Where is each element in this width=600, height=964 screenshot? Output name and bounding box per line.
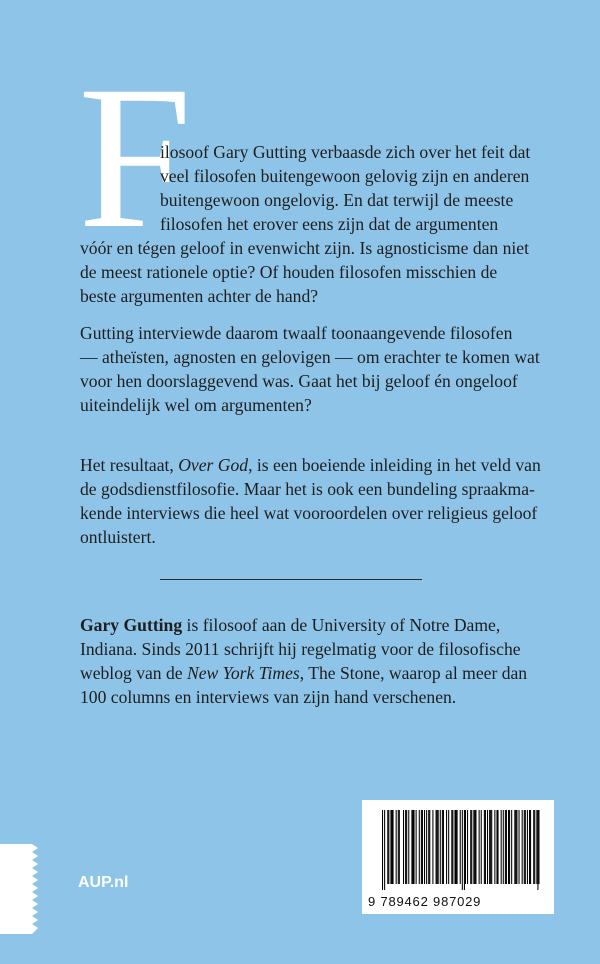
barcode-bar [412, 810, 413, 884]
barcode-bar [484, 810, 485, 884]
blurb-line: ontluistert. [80, 527, 156, 547]
barcode-bar [462, 810, 463, 890]
barcode-bar [436, 810, 437, 884]
barcode-bar [471, 810, 472, 884]
barcode-bar [538, 810, 539, 884]
blurb-text: Het resultaat, [80, 455, 179, 475]
barcode-bar [426, 810, 427, 884]
barcode-bar [514, 810, 515, 884]
barcode-bar [442, 810, 443, 884]
barcode-bar [396, 810, 397, 884]
barcode-bar [515, 810, 516, 884]
barcode-bar [398, 810, 399, 884]
barcode-bar [452, 810, 453, 884]
bio-line [80, 613, 535, 637]
author-bio [80, 613, 535, 709]
barcode-bar [522, 810, 523, 884]
bio-text: is filosoof aan de University of Notre Dame, [182, 615, 501, 635]
barcode-bar [393, 810, 394, 884]
barcode-bar [516, 810, 517, 884]
publisher-logo: AUP.nl [78, 874, 129, 891]
barcode-bar [536, 810, 537, 884]
barcode-bar [448, 810, 449, 884]
barcode-bar [388, 810, 389, 884]
blurb-line: beste argumenten achter de hand? [80, 286, 319, 306]
bio-line [80, 661, 535, 685]
barcode-bar [479, 810, 480, 884]
barcode-bar [470, 810, 471, 884]
blurb-line: filosofen het erover eens zijn dat de argumenten [160, 214, 499, 234]
barcode-bar [440, 810, 441, 884]
blurb-line: kende interviews die heel wat vooroordelen over religieus geloof [80, 503, 538, 523]
blurb-line: uiteindelijk wel om argumenten? [80, 395, 312, 415]
blurb-line: buitengewoon ongelovig. En dat terwijl de meeste [160, 190, 514, 210]
barcode-bar [411, 810, 412, 884]
publisher-edge-mark [0, 844, 44, 934]
blurb-line: veel filosofen buitengewoon gelovig zijn en anderen [160, 166, 530, 186]
barcode-bar [438, 810, 439, 884]
barcode-bar [408, 810, 409, 884]
barcode-bar [530, 810, 531, 884]
blurb-line [80, 453, 541, 477]
barcode-bar [489, 810, 490, 884]
barcode-bar [529, 810, 530, 884]
barcode-bar [446, 810, 447, 884]
barcode-bar [384, 810, 385, 890]
barcode-bar [534, 810, 535, 884]
barcode-bar [428, 810, 429, 884]
barcode-bar [391, 810, 392, 884]
barcode-bar [465, 810, 466, 884]
barcode-bar [399, 810, 400, 884]
barcode-bar [511, 810, 512, 884]
blurb-line: de godsdienstfilosofie. Maar het is ook een bundeling spraakma- [80, 479, 535, 499]
drop-cap-letter: F [78, 44, 193, 271]
barcode-bar [519, 810, 520, 884]
author-name: Gary Gutting [80, 615, 183, 635]
book-title: Over God [178, 455, 249, 475]
blurb-line: vóór en tégen geloof in evenwicht zijn. Is agnosticisme dan niet [80, 238, 530, 258]
blurb-paragraph-1 [80, 140, 535, 308]
barcode-bar [494, 810, 495, 884]
blurb-line: — atheïsten, agnosten en gelovigen — om erachter te komen wat [80, 347, 540, 367]
blurb-line: de meest rationele optie? Of houden filosofen misschien de [80, 262, 498, 282]
barcode-bar [473, 810, 474, 884]
barcode-bar [508, 810, 509, 884]
barcode-bar [490, 810, 491, 884]
barcode-bar [474, 810, 475, 884]
barcode-bar [405, 810, 406, 884]
barcode-bar [487, 810, 488, 884]
barcode-bar [424, 810, 425, 884]
blurb-paragraph-3 [80, 453, 541, 549]
barcode-bars [382, 810, 544, 890]
barcode-bar [414, 810, 415, 884]
barcode-bar [437, 810, 438, 884]
barcode-bar [498, 810, 499, 884]
barcode-bar [443, 810, 444, 884]
barcode-bar [416, 810, 417, 884]
barcode-bar [467, 810, 468, 884]
barcode-bar [481, 810, 482, 884]
barcode-bar [525, 810, 526, 884]
barcode-bar [509, 810, 510, 884]
section-divider [160, 579, 422, 580]
barcode-bar [524, 810, 525, 884]
publication-name: New York Times [187, 663, 300, 683]
bio-line: 100 columns en interviews van zijn hand verschenen. [80, 687, 457, 707]
barcode-bar [432, 810, 433, 884]
barcode-bar [456, 810, 457, 884]
barcode-bar [390, 810, 391, 884]
barcode-bar [501, 810, 502, 884]
barcode-bar [503, 810, 504, 884]
barcode-bar [475, 810, 476, 884]
bio-line: Indiana. Sinds 2011 schrijft hij regelmatig voor de filosofische [80, 639, 521, 659]
barcode-bar [527, 810, 528, 884]
barcode-bar [496, 810, 497, 884]
barcode-bar [537, 810, 538, 890]
bio-text: weblog van de [80, 663, 187, 683]
isbn-number: 9 789462 987029 [368, 894, 482, 909]
barcode-bar [506, 810, 507, 884]
bio-text: , The Stone, waarop al meer dan [299, 663, 528, 683]
barcode-bar [533, 810, 534, 884]
blurb-line: ilosoof Gary Gutting verbaasde zich over het feit dat [160, 142, 531, 162]
barcode-bar [451, 810, 452, 884]
barcode-bar [421, 810, 422, 884]
barcode-bar [457, 810, 458, 884]
barcode-bar [464, 810, 465, 890]
blurb-paragraph-2 [80, 321, 540, 417]
barcode-bar [387, 810, 388, 884]
isbn-barcode [362, 800, 554, 914]
barcode-bar [403, 810, 404, 884]
barcode-bar [419, 810, 420, 884]
barcode-bar [406, 810, 407, 884]
blurb-line: Gutting interviewde daarom twaalf toonaangevende filosofen [80, 323, 513, 343]
barcode-bar [505, 810, 506, 884]
barcode-bar [429, 810, 430, 884]
barcode-bar [422, 810, 423, 884]
barcode-bar [491, 810, 492, 884]
blurb-line: voor hen doorslaggevend was. Gaat het bij geloof én ongeloof [80, 371, 518, 391]
barcode-bar [460, 810, 461, 884]
barcode-bar [382, 810, 383, 890]
barcode-bar [454, 810, 455, 884]
barcode-bar [485, 810, 486, 884]
blurb-text: , is een boeiende inleiding in het veld van [248, 455, 541, 475]
